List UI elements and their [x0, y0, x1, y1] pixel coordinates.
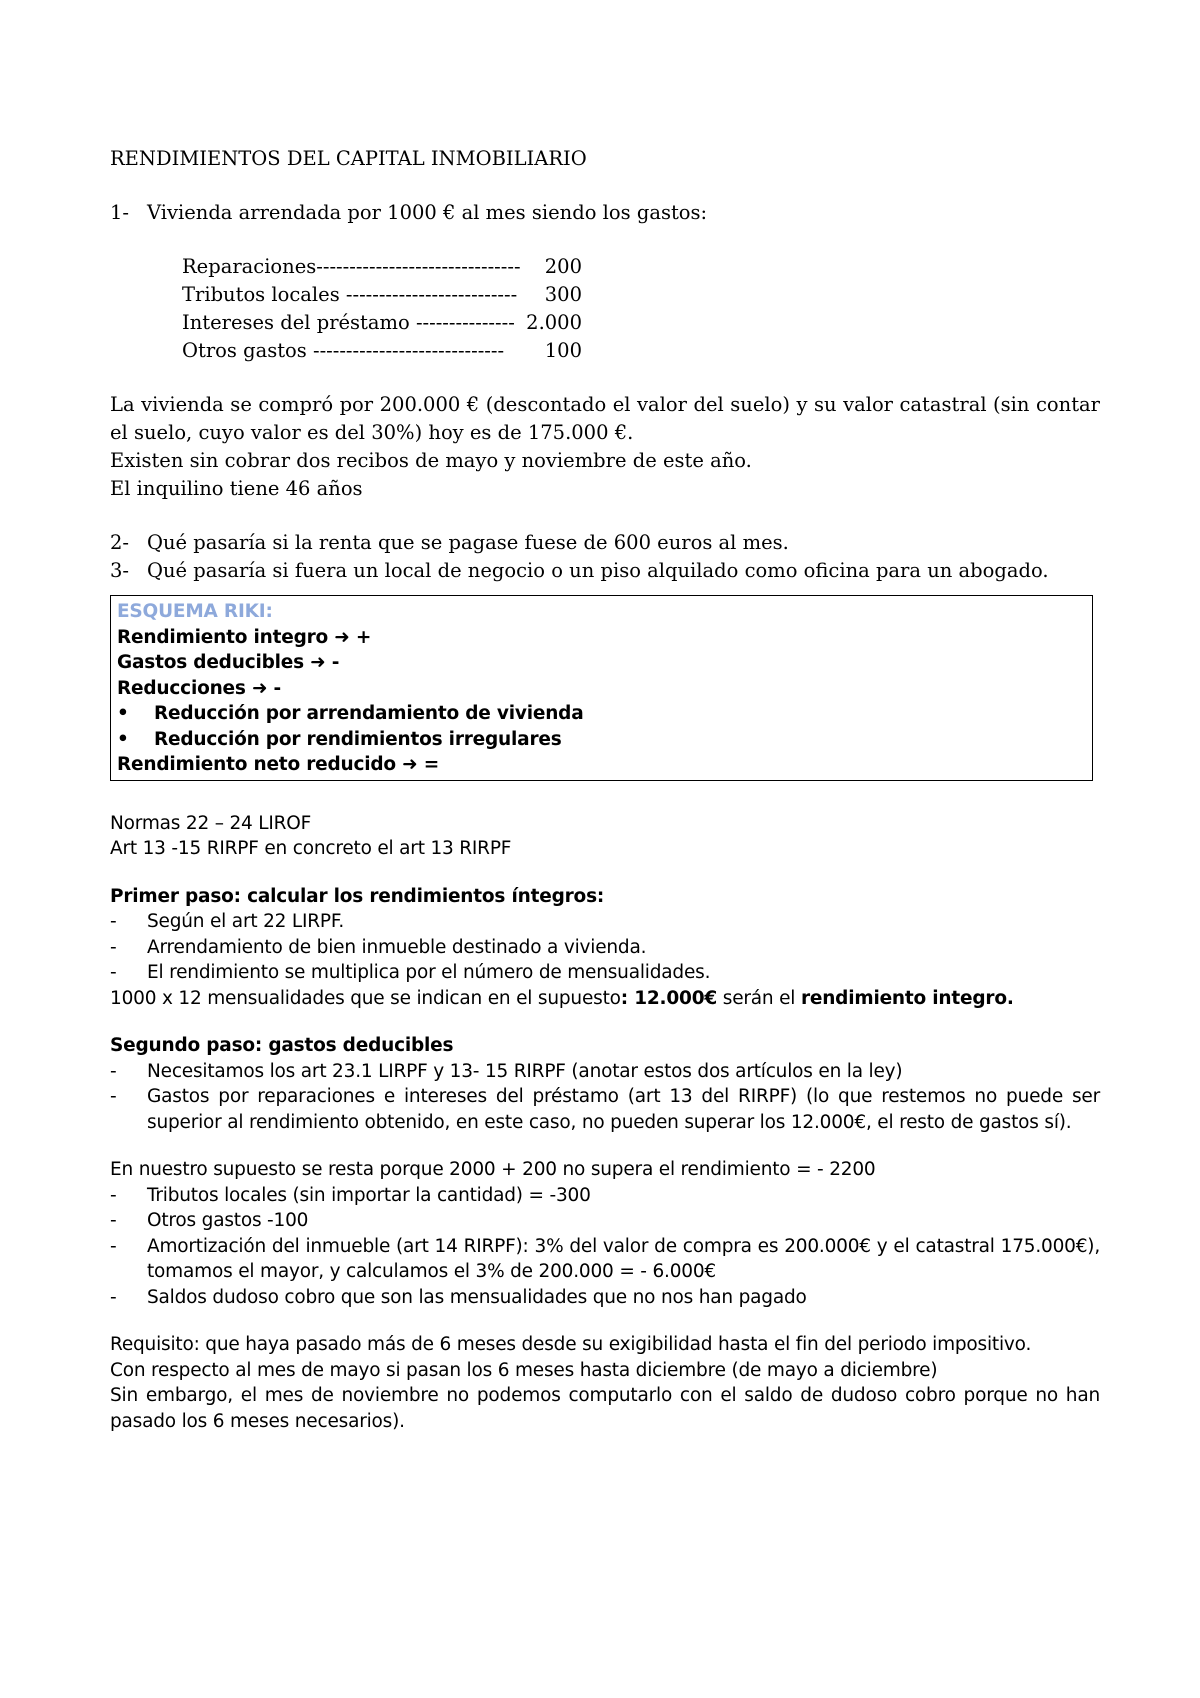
expenses-list [182, 253, 1100, 365]
calc-text: 1000 x 12 mensualidades que se indican en el supuesto [110, 987, 621, 1009]
scheme-bullet [117, 701, 1086, 727]
calc-amount: : 12.000€ [620, 987, 718, 1009]
question-1-number: 1- [110, 201, 129, 224]
list-item [110, 1183, 1100, 1209]
list-item [110, 960, 1100, 986]
list-item [110, 1208, 1100, 1234]
scheme-bullet [117, 727, 1086, 753]
expense-row [182, 309, 1100, 337]
list-item [110, 1059, 1100, 1085]
list-item [110, 1084, 1100, 1135]
calculation-line [110, 986, 1100, 1012]
question-2 [110, 529, 1100, 557]
dash-mark: - [110, 1235, 117, 1257]
bullet-text: Reducción por rendimientos irregulares [154, 728, 562, 750]
question-2-number: 2- [110, 531, 129, 554]
list-item-text: Saldos dudoso cobro que son las mensualidades que no nos han pagado [147, 1286, 807, 1308]
dash-mark: - [110, 1184, 117, 1206]
dash-mark: - [110, 1060, 117, 1082]
norms-line-1: Normas 22 – 24 LIROF [110, 812, 312, 834]
bullet-mark: • [117, 703, 129, 724]
facts-paragraph-2: Existen sin cobrar dos recibos de mayo y noviembre de este año. [110, 449, 752, 472]
expense-value: 300 [544, 283, 582, 306]
expense-label: Intereses del préstamo --------------- [182, 311, 515, 334]
expense-row [182, 281, 1100, 309]
question-3-text: Qué pasaría si fuera un local de negocio o un piso alquilado como oficina para un abogado. [147, 559, 1049, 582]
list-item-text: Arrendamiento de bien inmueble destinado a vivienda. [147, 936, 647, 958]
norms-line-2: Art 13 -15 RIRPF en concreto el art 13 RIRPF [110, 838, 512, 859]
scheme-line: Rendimiento neto reducido ➜ = [117, 754, 440, 775]
expense-label: Reparaciones------------------------------- [182, 255, 521, 278]
dash-mark: - [110, 1086, 117, 1107]
expense-row [182, 337, 1100, 365]
list-item-text: Gastos por reparaciones e intereses del préstamo (art 13 del RIRPF) (lo que restemos no puede ser superior al rendimiento obtenido, en este caso, no pueden superar los 12.000€, el resto de gastos sí). [147, 1086, 1100, 1133]
step2-intro: En nuestro supuesto se resta porque 2000 + 200 no supera el rendimiento = - 2200 [110, 1159, 876, 1180]
step1-heading: Primer paso: calcular los rendimientos íntegros: [110, 885, 605, 907]
dash-mark: - [110, 911, 117, 932]
list-item [110, 1285, 1100, 1311]
requisito-paragraph-3: Sin embargo, el mes de noviembre no podemos computarlo con el saldo de dudoso cobro porque no han pasado los 6 meses necesarios). [110, 1385, 1100, 1432]
list-item-text: El rendimiento se multiplica por el número de mensualidades. [147, 962, 711, 983]
calc-text: serán el [717, 987, 801, 1009]
dash-mark: - [110, 936, 117, 958]
list-item [110, 1234, 1100, 1285]
scheme-line: Gastos deducibles ➜ - [117, 652, 340, 673]
question-1-text: Vivienda arrendada por 1000 € al mes siendo los gastos: [147, 201, 708, 224]
expense-value: 200 [544, 255, 582, 278]
list-item-text: Otros gastos -100 [147, 1210, 309, 1231]
dash-mark: - [110, 962, 117, 983]
dash-mark: - [110, 1286, 117, 1308]
expense-label: Tributos locales -------------------------- [182, 283, 518, 306]
bullet-text: Reducción por arrendamiento de vivienda [154, 703, 584, 724]
list-item-text: Amortización del inmueble (art 14 RIRPF): 3% del valor de compra es 200.000€ y el catastral 175.000€), tomamos el mayor, y calculamos el 3% de 200.000 = - 6.000€ [147, 1235, 1100, 1282]
question-3-number: 3- [110, 559, 129, 582]
scheme-heading: ESQUEMA RIKI: [117, 601, 273, 622]
expense-row [182, 253, 1100, 281]
calc-result: rendimiento integro. [800, 987, 1014, 1009]
list-item-text: Según el art 22 LIRPF. [147, 911, 345, 932]
requisito-paragraph-2: Con respecto al mes de mayo si pasan los 6 meses hasta diciembre (de mayo a diciembre) [110, 1359, 938, 1381]
facts-paragraph-3: El inquilino tiene 46 años [110, 477, 363, 500]
expense-value: 100 [544, 339, 582, 362]
expense-value: 2.000 [526, 311, 582, 334]
bullet-mark: • [117, 728, 129, 750]
facts-paragraph-1: La vivienda se compró por 200.000 € (descontado el valor del suelo) y su valor catastral (sin contar el suelo, cuyo valor es del 30%) hoy es de 175.000 €. [110, 393, 1100, 444]
scheme-line: Reducciones ➜ - [117, 677, 281, 699]
question-1 [110, 199, 1100, 227]
list-item [110, 909, 1100, 935]
list-item-text: Necesitamos los art 23.1 LIRPF y 13- 15 RIRPF (anotar estos dos artículos en la ley) [147, 1060, 903, 1082]
document-page [110, 145, 1100, 1434]
question-2-text: Qué pasaría si la renta que se pagase fuese de 600 euros al mes. [147, 531, 789, 554]
scheme-box [110, 595, 1093, 781]
list-item-text: Tributos locales (sin importar la cantidad) = -300 [147, 1184, 591, 1206]
expense-label: Otros gastos ----------------------------- [182, 339, 505, 362]
question-3 [110, 557, 1100, 585]
dash-mark: - [110, 1210, 117, 1231]
document-title: RENDIMIENTOS DEL CAPITAL INMOBILIARIO [110, 147, 587, 170]
list-item [110, 935, 1100, 961]
scheme-line: Rendimiento integro ➜ + [117, 626, 372, 648]
requisito-paragraph-1: Requisito: que haya pasado más de 6 meses desde su exigibilidad hasta el fin del periodo impositivo. [110, 1334, 1032, 1355]
step2-heading: Segundo paso: gastos deducibles [110, 1035, 454, 1056]
